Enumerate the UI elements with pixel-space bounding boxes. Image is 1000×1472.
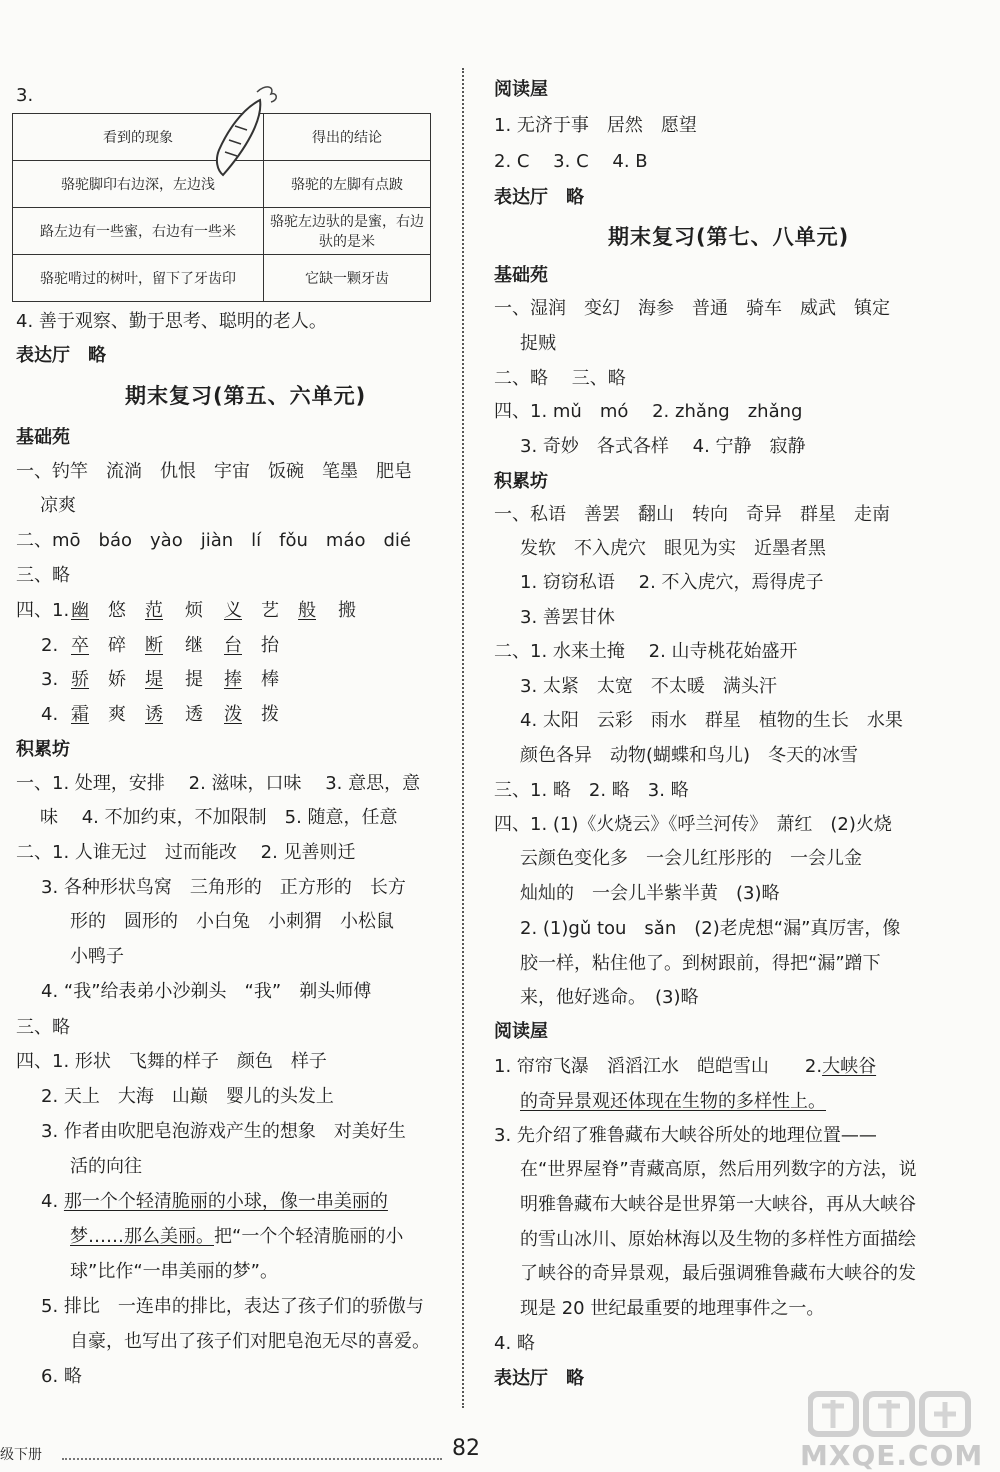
carrot-sketch-icon [205, 80, 280, 185]
item-number: 4. [41, 1191, 59, 1212]
underlined-char: 骄 [71, 669, 89, 690]
watermark-domain: MXQE.COM [800, 1439, 984, 1472]
section-heading: 表达厅 略 [494, 1368, 584, 1389]
answer-line: 的雪山冰川、原始林海以及生物的多样性方面描绘 [520, 1229, 916, 1250]
char: 娇 [108, 669, 126, 690]
answer-line: 二、mō báo yào jiàn lí fǒu máo dié [16, 530, 411, 551]
answer-line: 3. 奇妙 各式各样 4. 宁静 寂静 [520, 436, 806, 457]
char: 碎 [108, 635, 126, 656]
answer-line [41, 634, 279, 658]
table-row [13, 255, 431, 302]
item-number: 3. [41, 669, 59, 690]
table-cell: 骆驼左边驮的是蜜，右边驮的是米 [264, 208, 431, 255]
underlined-char: 范 [145, 600, 163, 621]
answer-line: 二、略 三、略 [494, 368, 626, 389]
q3-number: 3. [16, 85, 34, 106]
answer-line: 4. 太阳 云彩 雨水 群星 植物的生长 水果 [520, 710, 903, 731]
answer-line: 3. 作者由吹肥皂泡游戏产生的想象 对美好生 [41, 1121, 406, 1142]
section-heading: 阅读屋 [494, 79, 548, 100]
table-cell: 骆驼的左脚有点跛 [264, 161, 431, 208]
answer-line: 现是 20 世纪最重要的地理事件之一。 [520, 1298, 825, 1319]
answer-line: 四、1. 形状 飞舞的样子 颜色 样子 [16, 1051, 327, 1072]
char: 继 [185, 635, 203, 656]
answer-text: 把“一个个轻清脆丽的小 [214, 1226, 404, 1247]
watermark-logo-icon [808, 1388, 972, 1440]
underlined-char: 泼 [224, 704, 242, 725]
item-number: 2. [41, 635, 59, 656]
answer-line: 4. “我”给表弟小沙剃头 “我” 剃头师傅 [41, 981, 372, 1002]
char: 抬 [261, 635, 279, 656]
table-cell: 它缺一颗牙齿 [264, 255, 431, 302]
underlined-char: 台 [224, 635, 242, 656]
footer-label: 级下册 [0, 1447, 42, 1463]
column-divider [462, 68, 464, 1408]
answer-line: 小鸭子 [70, 946, 124, 967]
answer-line: 一、钓竿 流淌 仇恨 宇宙 饭碗 笔墨 肥皂 [16, 461, 412, 482]
section-title: 期末复习(第五、六单元) [125, 384, 367, 408]
answer-line: 凉爽 [40, 495, 76, 516]
page-number: 82 [452, 1436, 480, 1461]
item-number: 四、1. [16, 600, 70, 621]
answer-line: 5. 排比 一连串的排比，表达了孩子们的骄傲与 [41, 1296, 424, 1317]
answer-line: 2. 天上 大海 山巅 婴儿的头发上 [41, 1086, 334, 1107]
underlined-char: 诱 [145, 704, 163, 725]
underlined-char: 断 [145, 635, 163, 656]
answer-line: 颜色各异 动物(蝴蝶和鸟儿) 冬天的冰雪 [520, 745, 859, 766]
answer-line: 3. 太紧 太宽 不太暖 满头汗 [520, 676, 777, 697]
answer-line: 3. 各种形状鸟窝 三角形的 正方形的 长方 [41, 877, 406, 898]
section-heading: 表达厅 略 [494, 187, 584, 208]
answer-line: 捉贼 [520, 333, 556, 354]
answer-line: 形的 圆形的 小白兔 小刺猬 小松鼠 [70, 911, 394, 932]
answer-line: 三、1. 略 2. 略 3. 略 [494, 780, 689, 801]
underlined-text: 梦……那么美丽。 [70, 1226, 214, 1247]
answer-line: 二、1. 水来土掩 2. 山寺桃花始盛开 [494, 641, 798, 662]
answer-line: 3. 善罢甘休 [520, 607, 615, 628]
char: 悠 [108, 600, 126, 621]
answer-line: 四、1. (1)《火烧云》《呼兰河传》 萧红 (2)火烧 [494, 814, 892, 835]
section-heading: 积累坊 [16, 739, 70, 760]
char: 透 [185, 704, 203, 725]
char: 棒 [261, 669, 279, 690]
underlined-char: 般 [298, 600, 316, 621]
char: 烦 [185, 600, 203, 621]
underlined-char: 卒 [71, 635, 89, 656]
char: 爽 [108, 704, 126, 725]
answer-line [520, 1090, 826, 1114]
char: 拨 [261, 704, 279, 725]
answer-line: 3. 先介绍了雅鲁藏布大峡谷所处的地理位置—— [494, 1125, 877, 1146]
answer-line [41, 668, 279, 692]
answer-line: 6. 略 [41, 1366, 82, 1387]
section-heading: 积累坊 [494, 471, 548, 492]
table-header: 看到的现象 [13, 114, 264, 161]
underlined-char: 霜 [71, 704, 89, 725]
table-row [13, 208, 431, 255]
answer-line: 活的向往 [70, 1156, 142, 1177]
answer-line: 在“世界屋脊”青藏高原，然后用列数字的方法，说 [520, 1159, 917, 1180]
answer-text: 1. 帘帘飞瀑 滔滔江水 皑皑雪山 2. [494, 1056, 823, 1077]
underlined-text: 那一个个轻清脆丽的小球，像一串美丽的 [63, 1191, 388, 1212]
underlined-char: 义 [224, 600, 242, 621]
answer-line [41, 703, 279, 727]
answer-line: 4. 略 [494, 1333, 535, 1354]
answer-line: 球”比作“一串美丽的梦”。 [70, 1261, 278, 1282]
char: 提 [185, 669, 203, 690]
table-header: 得出的结论 [264, 114, 431, 161]
char: 搬 [338, 600, 356, 621]
answer-line: 一、湿润 变幻 海参 普通 骑车 威武 镇定 [494, 298, 890, 319]
underlined-text: 大峡谷 [822, 1056, 877, 1077]
answer-line [70, 1225, 403, 1249]
answer-line: 一、私语 善罢 翻山 转向 奇异 群星 走南 [494, 504, 890, 525]
answer-line: 2. C 3. C 4. B [494, 151, 648, 172]
answer-line: 四、1. mǔ mó 2. zhǎng zhǎng [494, 401, 803, 422]
answer-line: 二、1. 人谁无过 过而能改 2. 见善则迁 [16, 842, 356, 863]
section-heading: 阅读屋 [494, 1021, 548, 1042]
answer-line: 灿灿的 一会儿半紫半黄 (3)略 [520, 883, 780, 904]
answer-line: 来，他好逃命。 (3)略 [520, 987, 699, 1008]
answer-line: 发软 不入虎穴 眼见为实 近墨者黑 [520, 538, 826, 559]
char: 艺 [261, 600, 279, 621]
answer-line: 胶一样，粘住他了。到树跟前，得把“漏”蹭下 [520, 953, 881, 974]
answer-line: 4. 善于观察、勤于思考、聪明的老人。 [16, 311, 327, 332]
underlined-char: 捧 [224, 669, 242, 690]
underlined-char: 堤 [145, 669, 163, 690]
item-number: 4. [41, 704, 59, 725]
answer-line: 三、略 [16, 1017, 70, 1038]
section-heading: 表达厅 略 [16, 345, 106, 366]
answer-line [16, 599, 356, 623]
answer-line: 1. 窃窃私语 2. 不入虎穴，焉得虎子 [520, 572, 824, 593]
table-cell: 骆驼啃过的树叶，留下了牙齿印 [13, 255, 264, 302]
section-heading: 基础苑 [16, 427, 70, 448]
answer-line: 味 4. 不加约束，不加限制 5. 随意，任意 [40, 807, 398, 828]
answer-line: 自豪，也写出了孩子们对肥皂泡无尽的喜爱。 [70, 1331, 430, 1352]
underlined-char: 幽 [71, 600, 89, 621]
answer-line [41, 1190, 388, 1214]
table-cell: 骆驼脚印右边深，左边浅 [13, 161, 264, 208]
answer-line: 1. 无济于事 居然 愿望 [494, 115, 697, 136]
answer-line: 云颜色变化多 一会儿红彤彤的 一会儿金 [520, 848, 862, 869]
answer-line: 2. (1)gǔ tou sǎn (2)老虎想“漏”真厉害，像 [520, 918, 901, 939]
answer-line: 了峡谷的奇异景观，最后强调雅鲁藏布大峡谷的发 [520, 1263, 916, 1284]
answer-line: 一、1. 处理，安排 2. 滋味，口味 3. 意思，意 [16, 773, 421, 794]
answer-line: 明雅鲁藏布大峡谷是世界第一大峡谷，再从大峡谷 [520, 1194, 916, 1215]
table-cell: 路左边有一些蜜，右边有一些米 [13, 208, 264, 255]
underlined-text: 的奇异景观还体现在生物的多样性上。 [520, 1091, 826, 1112]
section-title: 期末复习(第七、八单元) [608, 225, 850, 249]
answer-line: 三、略 [16, 565, 70, 586]
answer-line [494, 1055, 876, 1079]
section-heading: 基础苑 [494, 265, 548, 286]
footer-dotted-rule [62, 1458, 442, 1460]
